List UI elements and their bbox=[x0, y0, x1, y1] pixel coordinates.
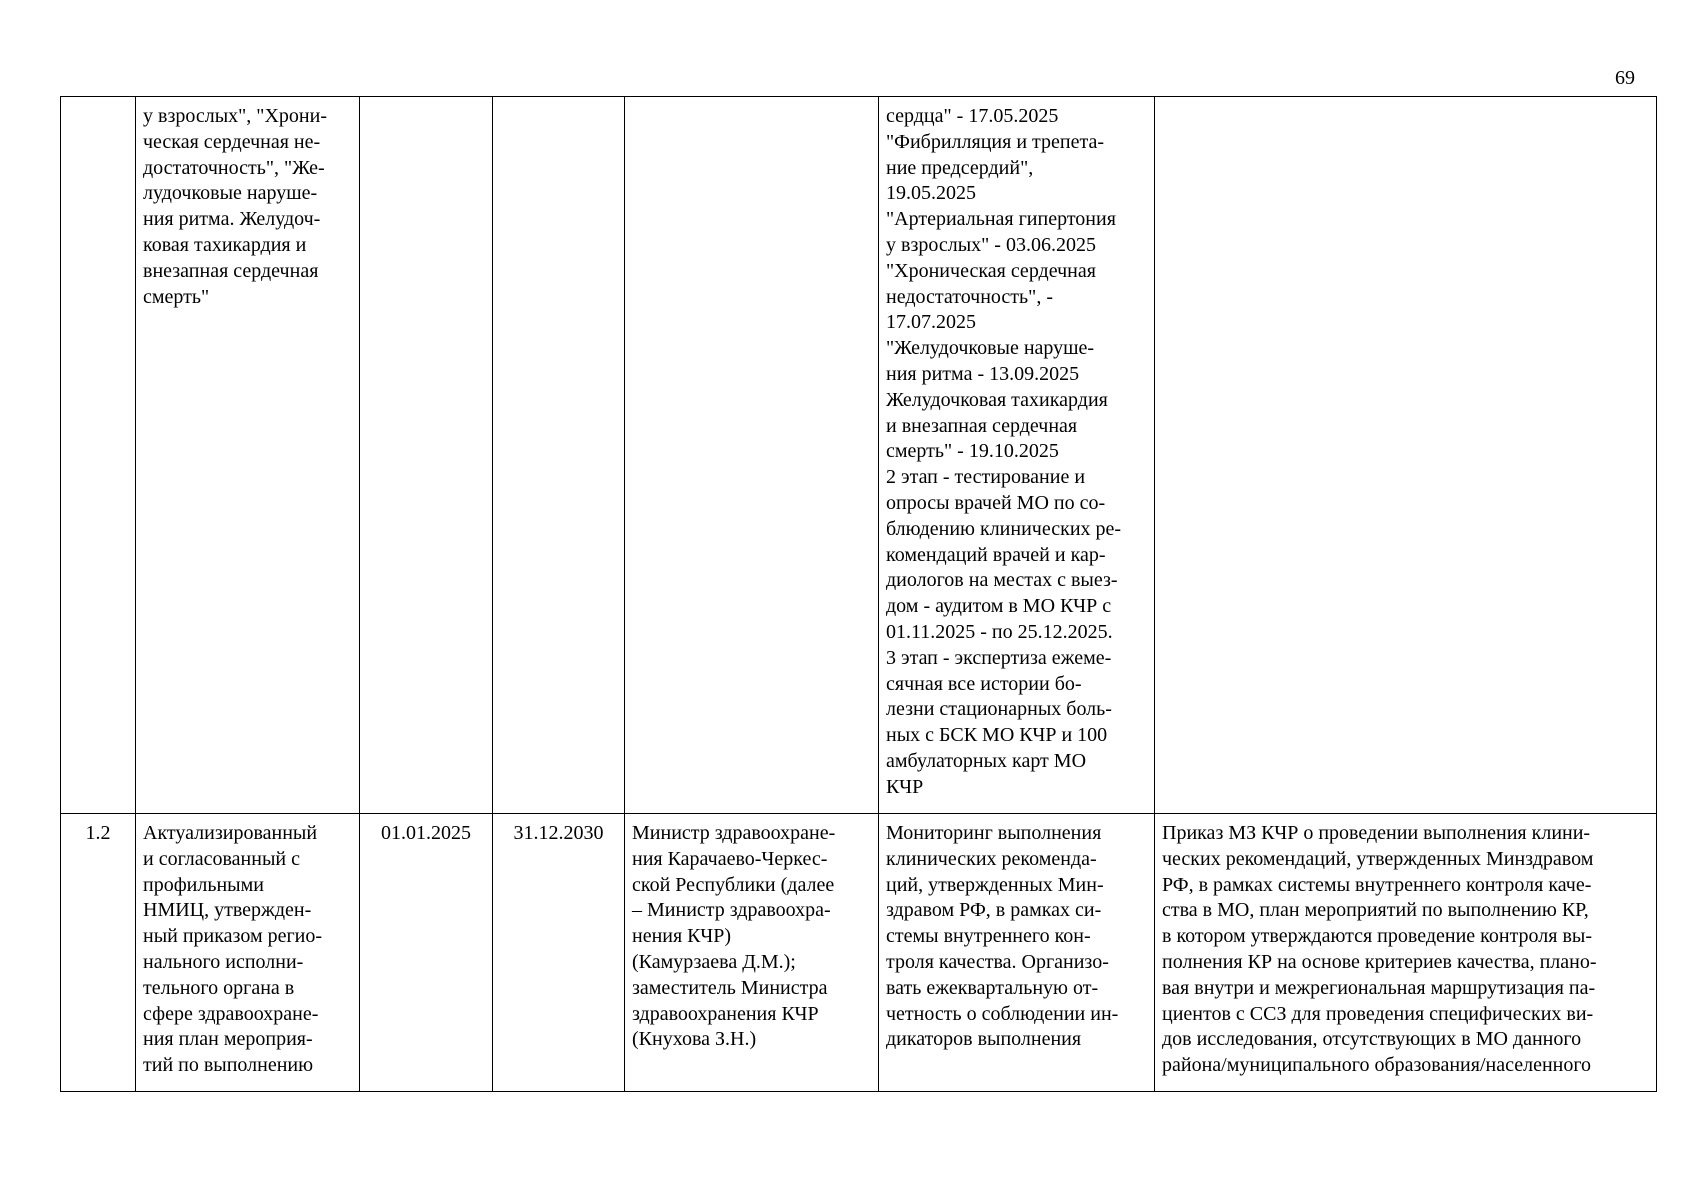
cell-start-date: 01.01.2025 bbox=[360, 814, 493, 1092]
table-row-continued bbox=[61, 97, 1657, 814]
cell-description: сердца" - 17.05.2025 "Фибрилляция и трепета- ние предсердий", 19.05.2025 "Артериальная гипертония у взрослых" - 03.06.2025 "Хроническая сердечная недостаточность", - 17.07.2025 "Желудочковые наруше- ния ритма - 13.09.2025 Желудочковая тахикардия и внезапная сердечная смерть" - 19.10.2025 2 этап - тестирование и опросы врачей МО по со- блюдению клинических ре- комендаций врачей и кар- диологов на местах с выез- дом - аудитом в МО КЧР с 01.11.2025 - по 25.12.2025. 3 этап - экспертиза ежеме- сячная все истории бо- лезни стационарных боль- ных с БСК МО КЧР и 100 амбулаторных карт МО КЧР bbox=[879, 97, 1155, 814]
cell-result bbox=[1155, 97, 1657, 814]
cell-end-date bbox=[493, 97, 625, 814]
cell-description: Мониторинг выполнения клинических рекоменда- ций, утвержденных Мин- здравом РФ, в рамках си- стемы внутреннего кон- троля качества. Организо- вать ежеквартальную от- четность о соблюдении ин- дикаторов выполнения bbox=[879, 814, 1155, 1092]
cell-number bbox=[61, 97, 136, 814]
table-row-1-2 bbox=[61, 814, 1657, 1092]
cell-responsible bbox=[625, 97, 879, 814]
cell-result: Приказ МЗ КЧР о проведении выполнения клини- ческих рекомендаций, утвержденных Минздравом РФ, в рамках системы внутреннего контроля каче- ства в МО, план мероприятий по выполнению КР, в котором утверждаются проведение контроля вы- полнения КР на основе критериев качества, плано- вая внутри и межрегиональная маршрутизация па- циентов с ССЗ для проведения специфических ви- дов исследования, отсутствующих в МО данного района/муниципального образования/населенного bbox=[1155, 814, 1657, 1092]
cell-number: 1.2 bbox=[61, 814, 136, 1092]
cell-measure-name: Актуализированный и согласованный с профильными НМИЦ, утвержден- ный приказом регио- нального исполни- тельного органа в сфере здравоохране- ния план мероприя- тий по выполнению bbox=[136, 814, 360, 1092]
plan-table bbox=[60, 96, 1657, 1092]
cell-measure-name: у взрослых", "Хрони- ческая сердечная не- достаточность", "Же- лудочковые наруше- ния ритма. Желудоч- ковая тахикардия и внезапная сердечная смерть" bbox=[136, 97, 360, 814]
cell-responsible: Министр здравоохране- ния Карачаево-Черкес- ской Республики (далее – Министр здравоохра- нения КЧР) (Камурзаева Д.М.); заместитель Министра здравоохранения КЧР (Кнухова З.Н.) bbox=[625, 814, 879, 1092]
page-number: 69 bbox=[1615, 67, 1635, 89]
cell-end-date: 31.12.2030 bbox=[493, 814, 625, 1092]
cell-start-date bbox=[360, 97, 493, 814]
